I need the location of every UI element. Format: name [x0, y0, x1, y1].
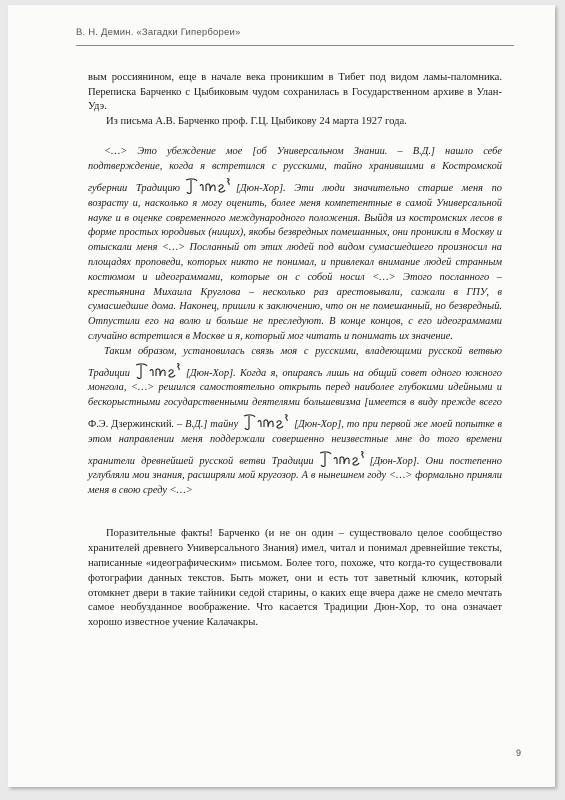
quote-p1-part-a: <…> Это убеждение мое [об Универсальном Знании. – В.Д.] нашло себе подтверждение, когда я встретился с русскими, тайно хранившими в Костромской губернии Традицию	[88, 146, 502, 194]
quote-p2-part-c: . – В.Д.] тайну	[171, 418, 239, 430]
quote-p2-part-e: [Дюн-Хор]. Они постепенно углубляли мои знания, расширяли мой кругозор. А в нынешнем году <…> формально приняли меня в свою среду <…>	[88, 455, 503, 497]
intro-paragraph: вым россиянином, еще в начале века проникшим в Тибет под видом ламы-паломника. Переписка Барченко с Цыбиковым чудом сохранилась в Государственном архиве в Улан-Удэ.	[88, 72, 502, 113]
ideogram-glyph	[317, 448, 367, 468]
quote-paragraph-2	[88, 345, 502, 499]
quote-p2-part-a: Таким образом, установилась связь моя с русскими, владеющими русской ветвью Традиции	[88, 345, 502, 379]
body-paragraph: Поразительные факты! Барченко (и не он один – существовало целое сообщество хранителей древнего Универсального Знания) имел, читал и понимал древнейшие тексты, написанные «идеографическим» письмом. Более того, похоже, что когда-то существовали фотографии данных текстов. Быть может, они и есть тот заветный ключик, который отомкнет двери в такие тайники седой старины, о каких еще вчера даже не смело мечтать самое необузданное воображение. Что касается Традиции Дюн-Хор, то она означает хорошо известное учение Калачакры.	[88, 527, 502, 629]
ideogram-glyph	[241, 411, 291, 431]
page-content	[88, 71, 502, 631]
header-rule	[76, 45, 514, 46]
document-page	[8, 5, 555, 787]
quote-p2-name: Ф.Э. Дзержинский	[88, 418, 172, 430]
page-number: 9	[516, 748, 522, 758]
quote-p2-part-b: [Дюн-Хор]. Когда я, опираясь лишь на общий совет одного южного монгола, <…> решился самостоятельно открыть перед наиболее глубокими идейными и бескорыстными государственными деятелями большевизма [имеется в виду прежде всего	[88, 367, 502, 409]
running-title: В. Н. Демин. «Загадки Гипербореи»	[76, 27, 241, 38]
quote-p1-part-b: [Дюн-Хор]. Эти люди значительно старше меня по возрасту и, насколько я могу оценить, более меня компетентные в самой Универсальной науке и в оценке современного международного положения. Выйдя из костромских лесов в форме простых юродивых (нищих), якобы безвредных помешанных, они проникли в Москву и отыскали меня <…> Посланный от этих людей под видом сумасшедшего произносил на площадях проповеди, которых никто не понимал, и привлекал внимание людей странным костюмом и идеограммами, которые он с собой носил <…> Этого посланного – крестьянина Михаила Круглова – несколько раз арестовывали, сажали в ГПУ, в сумасшедшие дома. Наконец, пришли к заключению, что он не помешанный, но безвредный. Отпустили его на волю и больше не преследуют. В конце концов, с его идеограммами случайно встретился в Москве и я, который мог читать и понимать их значение.	[88, 182, 502, 342]
ideogram-glyph	[183, 175, 233, 195]
letter-source-line: Из письма А.В. Барченко проф. Г.Ц. Цыбикову 24 марта 1927 года.	[106, 115, 407, 127]
quote-paragraph-1	[88, 145, 502, 344]
ideogram-glyph	[133, 360, 183, 380]
quote-p2-part-d: [Дюн-Хор], то при первой же моей попытке в этом направлении меня поддержали совершенно неизвестные мне до того времени хранители древнейшей русской ветви Традиции	[88, 418, 502, 467]
